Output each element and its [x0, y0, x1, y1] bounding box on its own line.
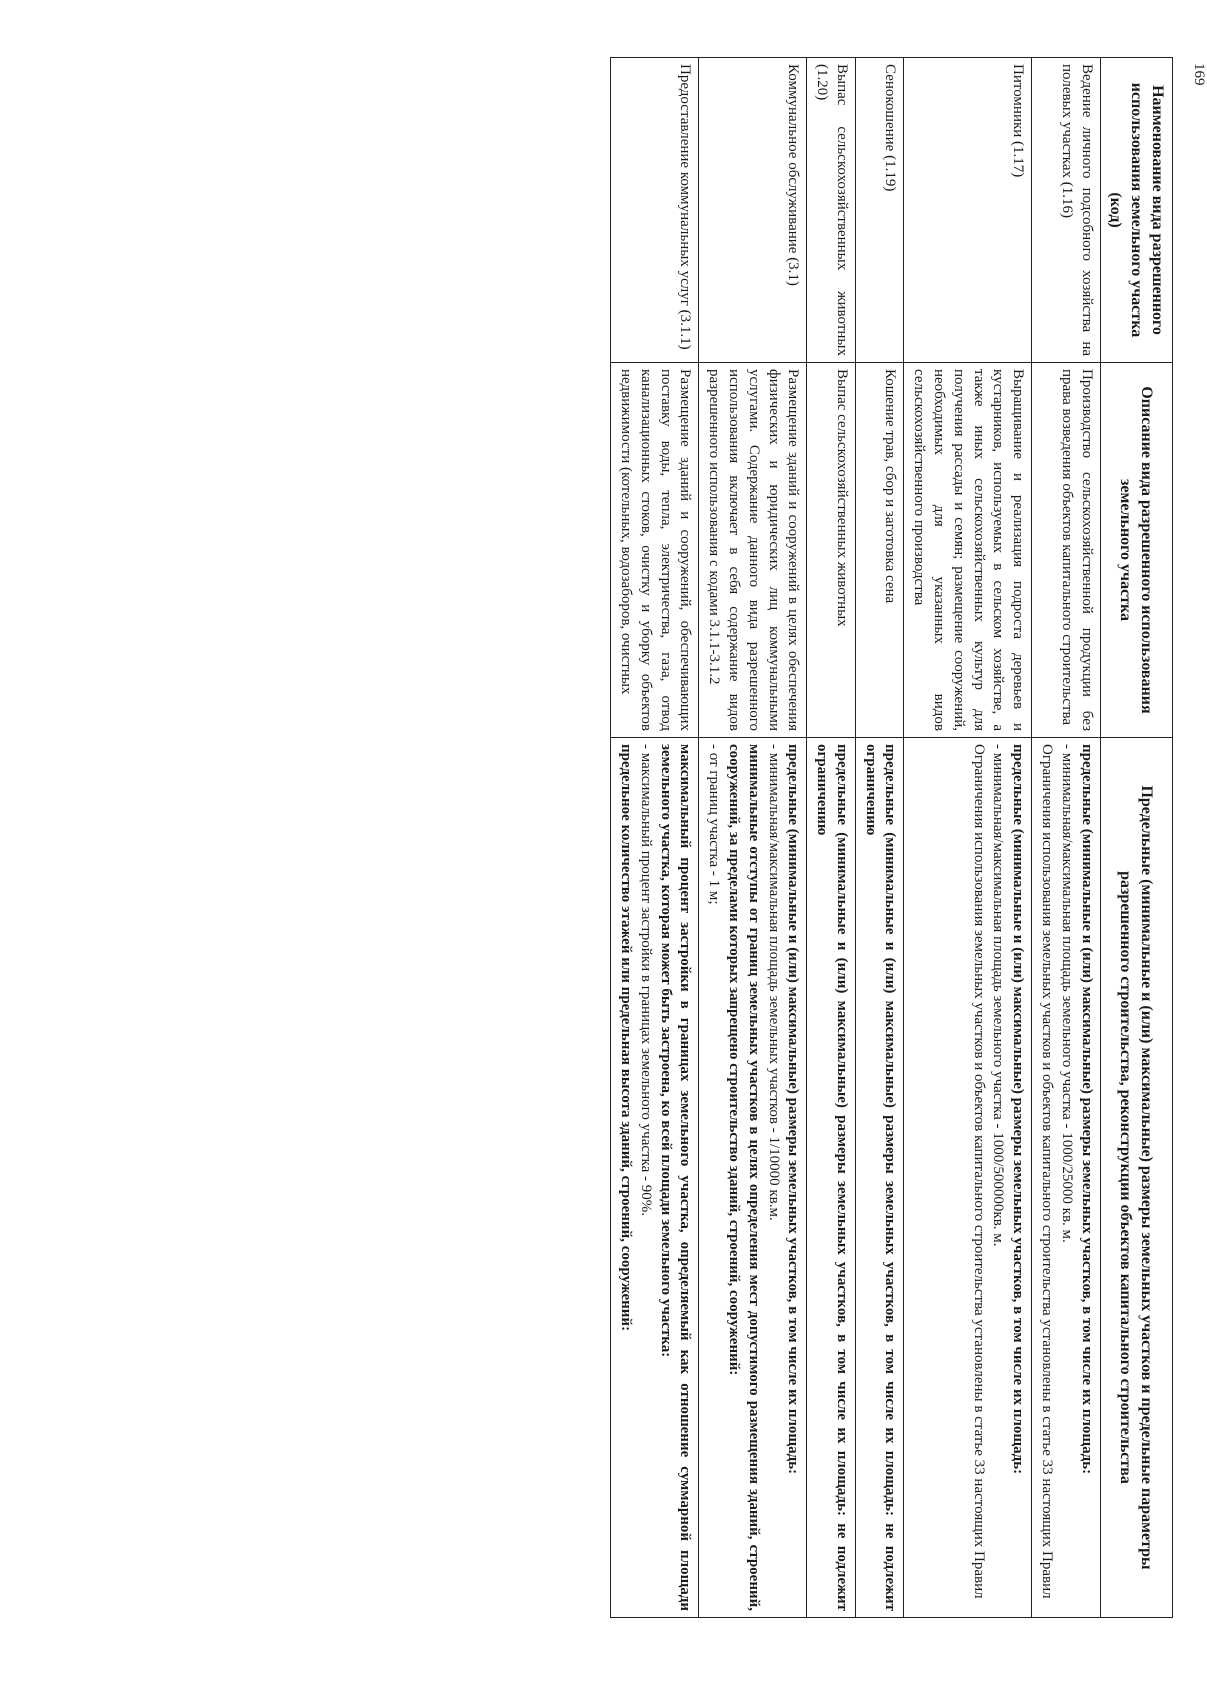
- land-use-table: [610, 57, 1173, 1618]
- table-header-row: [1100, 58, 1172, 1618]
- limits-cell: [904, 738, 1032, 1618]
- limits-cell: [1032, 738, 1100, 1618]
- limits-heading: предельные (минимальные и (или) максимальные) размеры земельных участков, в том числе их площадь:: [1078, 744, 1095, 1475]
- limits-heading: предельные (минимальные и (или) максимальные) размеры земельных участков, в том числе их площадь:: [1010, 744, 1027, 1475]
- limits-value: Ограничения использования земельных участков и объектов капитального строительства установлены в статье 33 настоящих Правил: [970, 744, 987, 1599]
- use-description-cell: Размещение зданий и сооружений, обеспечивающих поставку воды, тепла, электричества, газа, отвод канализационных стоков, очистку и уборку объектов недвижимости (котельных, водозаборов, очистных: [611, 363, 699, 738]
- limits-heading: предельные (минимальные и (или) максимальные) размеры земельных участков, в том числе их площадь:: [785, 744, 802, 1475]
- use-name-cell: Предоставление коммунальных услуг (3.1.1): [611, 58, 699, 363]
- use-description-cell: Кошение трав, сбор и заготовка сена: [855, 363, 904, 738]
- use-name-cell: Выпас сельскохозяйственных животных (1.20): [807, 58, 856, 363]
- limits-heading: предельные (минимальные и (или) максимальные) размеры земельных участков, в том числе их площадь: не подлежит ограничению: [814, 744, 850, 1611]
- page-number: 169: [1191, 63, 1207, 86]
- table-row: [1032, 58, 1100, 1618]
- rotated-page: [73, 57, 1207, 1617]
- limits-heading: минимальные отступы от границ земельных участков в целях определения мест допустимого размещения зданий, строений, сооружений, за пределами которых запрещено строительство зданий, строений, сооружений:: [725, 744, 762, 1611]
- limits-cell: [699, 738, 807, 1618]
- limits-value: - максимальный процент застройки в границах земельного участка - 90%.: [637, 744, 654, 1217]
- limits-value: - от границ участка - 1 м;: [706, 744, 723, 905]
- limits-heading: предельное количество этажей или предельная высота зданий, строений, сооружений:: [617, 744, 634, 1332]
- table-row: [904, 58, 1032, 1618]
- limits-cell: [855, 738, 904, 1618]
- limits-value: Ограничения использования земельных участков и объектов капитального строительства установлены в статье 33 настоящих Правил: [1039, 744, 1056, 1599]
- table-row: [611, 58, 699, 1618]
- use-name-cell: Ведение личного подсобного хозяйства на полевых участках (1.16): [1032, 58, 1100, 363]
- use-name-cell: Сенокошение (1.19): [855, 58, 904, 363]
- limits-value: - минимальная/максимальная площадь земельного участка - 1000/500000кв. м.: [990, 744, 1007, 1247]
- limits-value: - минимальная/максимальная площадь земельных участков - 1/10000 кв.м.: [765, 744, 782, 1221]
- limits-cell: [611, 738, 699, 1618]
- header-use-name: Наименование вида разрешенного использования земельного участка (код): [1100, 58, 1172, 363]
- table-row: [807, 58, 856, 1618]
- limits-cell: [807, 738, 856, 1618]
- header-use-description: Описание вида разрешенного использования земельного участка: [1100, 363, 1172, 738]
- use-name-cell: Коммунальное обслуживание (3.1): [699, 58, 807, 363]
- limits-value: - минимальная/максимальная площадь земельного участка - 1000/25000 кв. м.: [1058, 744, 1075, 1243]
- use-description-cell: Выращивание и реализация подроста деревьев и кустарников, используемых в сельском хозяйстве, а также иных сельскохозяйственных культур для получения рассады и семян; размещение сооружений, необходимых для указанных видов сельскохозяйственного производства: [904, 363, 1032, 738]
- header-limits: Предельные (минимальные и (или) максимальные) размеры земельных участков и предельные параметры разрешенного строительства, реконструкции объектов капитального строительства: [1100, 738, 1172, 1618]
- limits-heading: предельные (минимальные и (или) максимальные) размеры земельных участков, в том числе их площадь: не подлежит ограничению: [862, 744, 899, 1611]
- table-row: [855, 58, 904, 1618]
- use-name-cell: Питомники (1.17): [904, 58, 1032, 363]
- use-description-cell: Производство сельскохозяйственной продукции без права возведения объектов капитального строительства: [1032, 363, 1100, 738]
- use-description-cell: Размещение зданий и сооружений в целях обеспечения физических и юридических лиц коммунальными услугами. Содержание данного вида разрешенного использования включает в себя содержание видов разрешенного использования с кодами 3.1.1-3.1.2: [699, 363, 807, 738]
- use-description-cell: Выпас сельскохозяйственных животных: [807, 363, 856, 738]
- limits-heading: максимальный процент застройки в границах земельного участка, определяемый как отношение суммарной площади земельного участка, которая может быть застроена, ко всей площади земельного участка:: [657, 744, 694, 1611]
- table-row: [699, 58, 807, 1618]
